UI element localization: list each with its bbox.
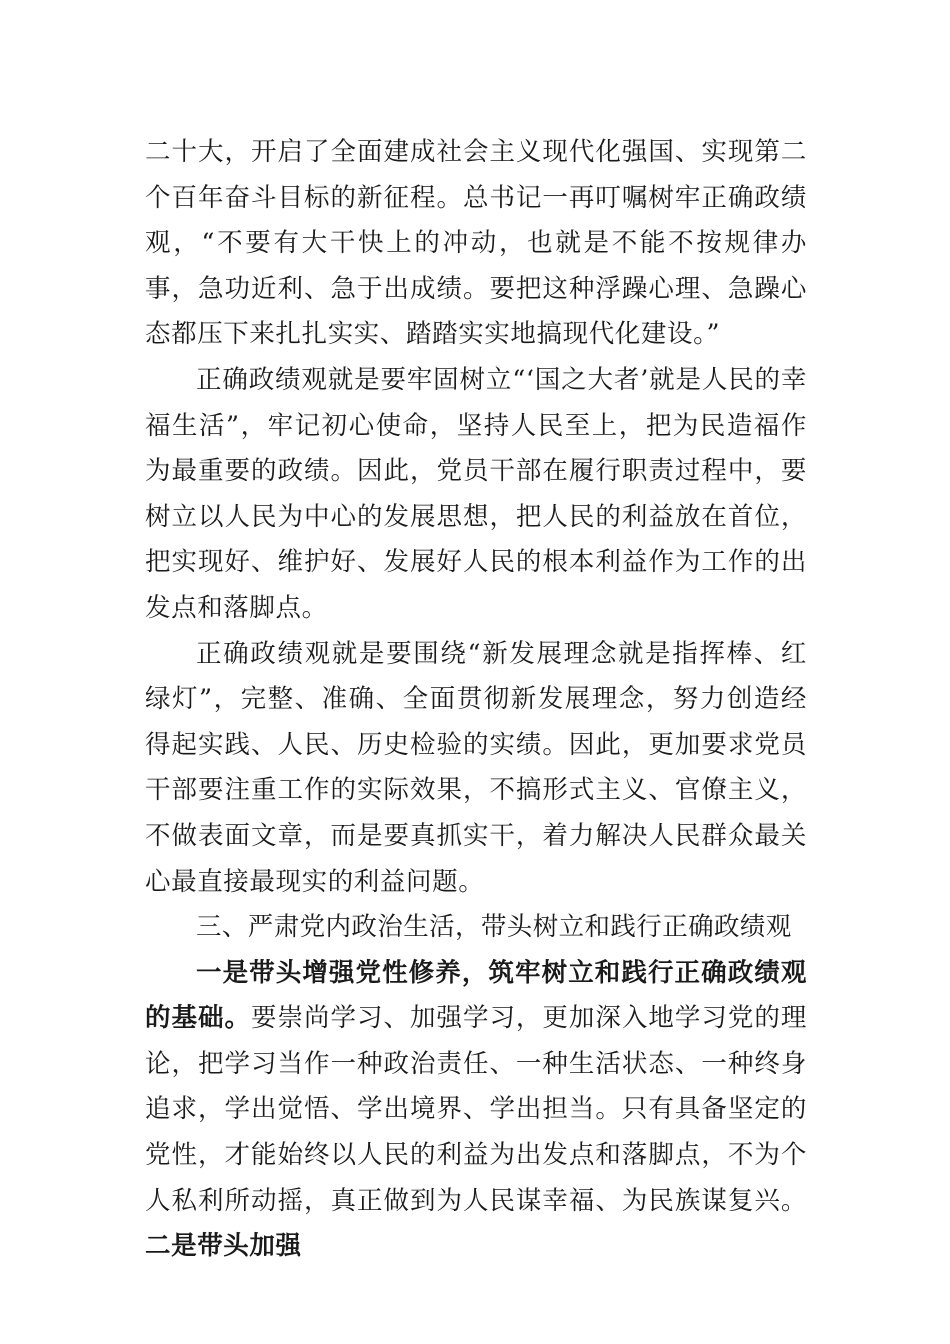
bold-lead-sentence: 一是带头增强党性修养，筑牢树立和践行正确政绩观的基础。	[145, 957, 807, 1034]
paragraph-new-development: 正确政绩观就是要围绕“新发展理念就是指挥棒、红绿灯”，完整、准确、全面贯彻新发展理念，努力创造经得起实践、人民、历史检验的实绩。因此，更加要求党员干部要注重工作的实际效果，不搞形式主义、官僚主义，不做表面文章，而是要真抓实干，着力解决人民群众最关心最直接最现实的利益问题。	[145, 638, 807, 897]
paragraph-body-text: 要崇尚学习、加强学习，更加深入地学习党的理论，把学习当作一种政治责任、一种生活状态、一种终身追求，学出觉悟、学出境界、学出担当。只有具备坚定的党性，才能始终以人民的利益为出发点和落脚点，不为个人私利所动摇，真正做到为人民谋幸福、为民族谋复兴。	[145, 1003, 807, 1216]
paragraph-continuation: 二十大，开启了全面建成社会主义现代化强国、实现第二个百年奋斗目标的新征程。总书记一再叮嘱树牢正确政绩观，“不要有大干快上的冲动，也就是不能不按规律办事，急功近利、急于出成绩。要把这种浮躁心理、急躁心态都压下来扎扎实实、踏踏实实地搞现代化建设。”	[145, 137, 807, 350]
document-page	[145, 130, 807, 1270]
bold-tail-sentence: 二是带头加强	[145, 1231, 302, 1262]
section-heading: 三、严肃党内政治生活，带头树立和践行正确政绩观	[196, 912, 792, 943]
paragraph-people-centered: 正确政绩观就是要牢固树立“‘国之大者’就是人民的幸福生活”，牢记初心使命，坚持人民至上，把为民造福作为最重要的政绩。因此，党员干部在履行职责过程中，要树立以人民为中心的发展思想，把人民的利益放在首位，把实现好、维护好、发展好人民的根本利益作为工作的出发点和落脚点。	[145, 364, 807, 623]
paragraph-party-spirit	[145, 951, 807, 1270]
